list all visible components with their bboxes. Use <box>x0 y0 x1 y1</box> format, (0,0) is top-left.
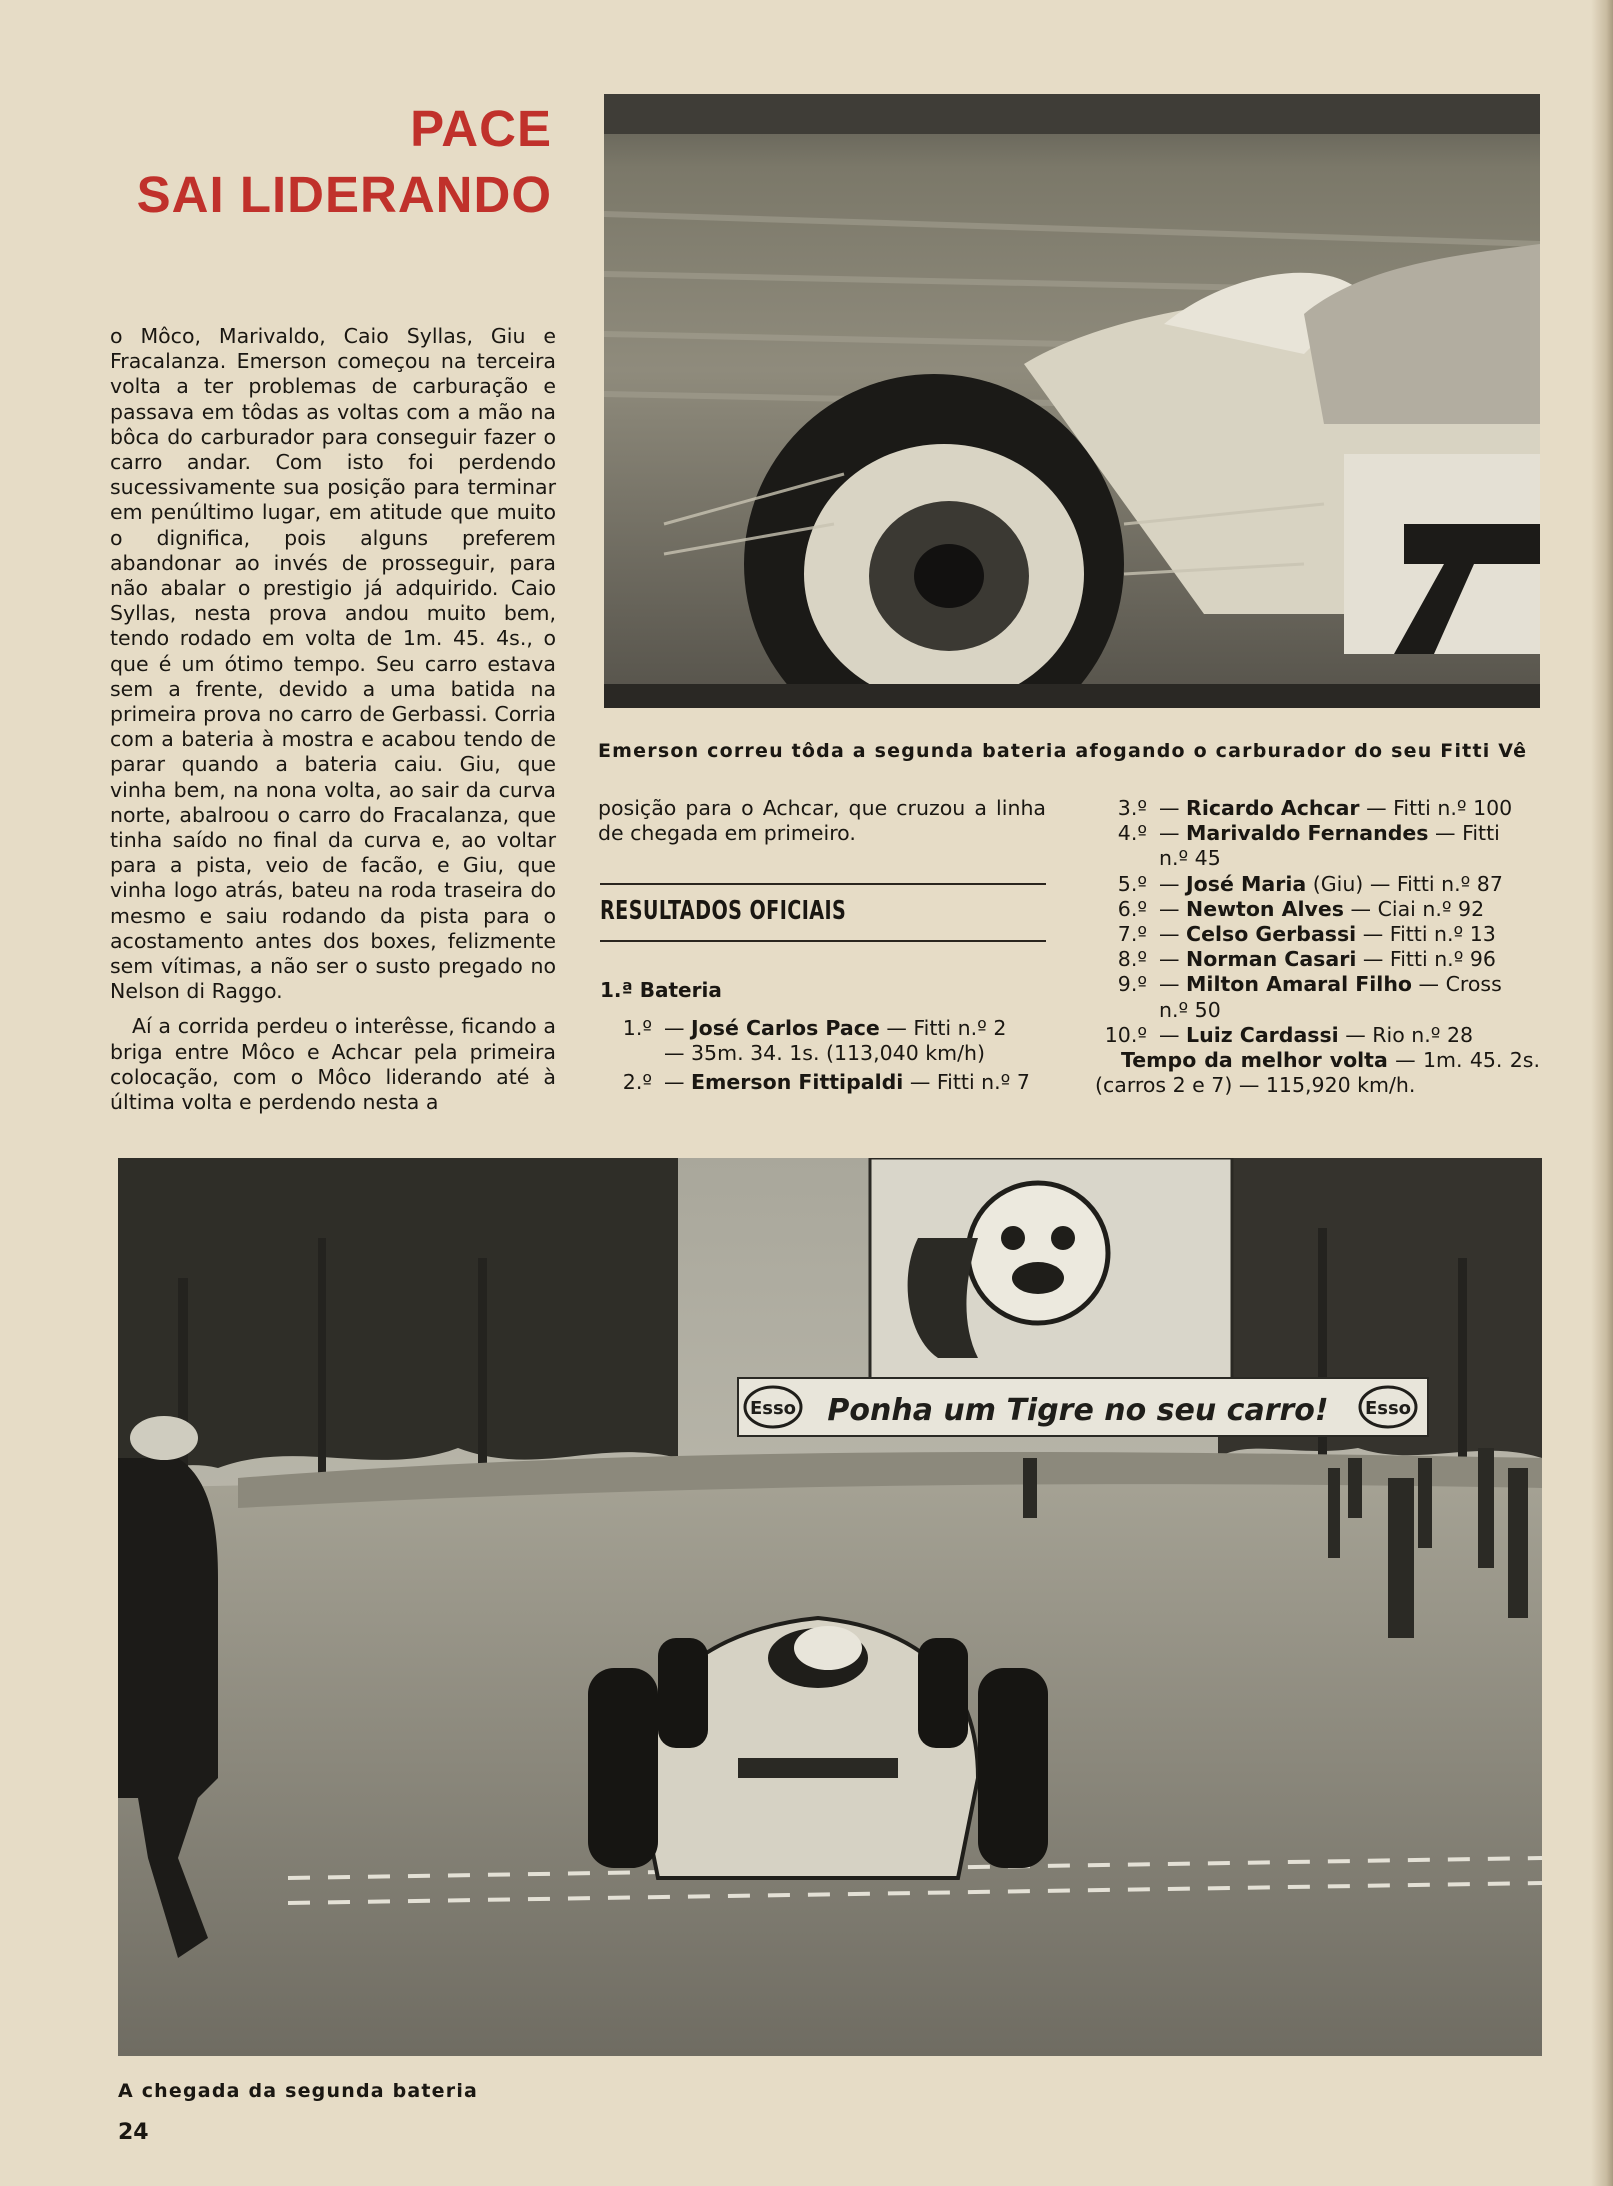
results-list-col3 <box>1095 796 1540 1048</box>
result-driver: Emerson Fittipaldi <box>691 1070 904 1095</box>
result-row <box>1095 872 1540 897</box>
result-driver: Celso Gerbassi <box>1186 922 1357 947</box>
result-dash: — <box>1159 821 1180 846</box>
result-position: 2.º <box>622 1070 652 1095</box>
result-driver: José Carlos Pace <box>691 1016 880 1040</box>
result-driver: Marivaldo Fernandes <box>1186 821 1429 846</box>
best-lap-label: Tempo da melhor volta <box>1121 1048 1388 1073</box>
result-car: — Ciai n.º 92 <box>1350 896 1485 921</box>
result-position: 9.º <box>1117 972 1147 997</box>
result-dash: — <box>1159 922 1180 947</box>
page-edge <box>1591 0 1613 2186</box>
best-lap-value: — 1m. 45. 2s. (carros 2 e 7) — 115,920 km/h. <box>1095 1048 1540 1098</box>
result-car: — Cross <box>1418 972 1502 997</box>
headline-line-2: SAI LIDERANDO <box>136 166 552 223</box>
article-column-2 <box>598 796 1046 846</box>
esso-logo-right: Esso <box>1364 1398 1412 1419</box>
result-position: 6.º <box>1117 896 1147 921</box>
result-driver: Newton Alves <box>1186 896 1345 921</box>
top-photo <box>604 94 1540 708</box>
results-column-2 <box>600 1016 1046 1096</box>
heat-heading: 1.ª Bateria <box>600 978 722 1002</box>
result-row <box>600 1016 1046 1066</box>
billboard-slogan: Ponha um Tigre no seu carro! <box>827 1393 1329 1428</box>
result-car: — Rio n.º 28 <box>1345 1022 1474 1047</box>
result-row <box>1095 1023 1540 1048</box>
result-car: — Fitti n.º 13 <box>1362 922 1496 947</box>
result-dash: — <box>1159 796 1180 820</box>
top-photo-caption: Emerson correu tôda a segunda bateria afogando o carburador do seu Fitti Vê <box>598 740 1528 762</box>
result-driver: Ricardo Achcar <box>1186 796 1360 820</box>
result-car: (Giu) — Fitti n.º 87 <box>1312 871 1503 896</box>
result-driver: Milton Amaral Filho <box>1186 972 1413 997</box>
results-bottom-rule <box>600 940 1046 942</box>
results-title: RESULTADOS OFICIAIS <box>600 896 847 926</box>
result-time: — 35m. 34. 1s. (113,040 km/h) <box>664 1041 986 1066</box>
result-dash: — <box>664 1070 685 1095</box>
result-car-continued: n.º 50 <box>1159 997 1221 1022</box>
result-row <box>1095 821 1540 871</box>
page-number: 24 <box>118 2120 149 2145</box>
article-paragraph: o Môco, Marivaldo, Caio Syllas, Giu e Fracalanza. Emerson começou na terceira volta a ter problemas de carburação e passava em tôdas as voltas com a mão na bôca do carburador para conseguir fazer o carro andar. Com isto foi perdendo sucessivamente sua posição para terminar em penúltimo lugar, em atitude que muito o dignifica, pois alguns preferem abandonar ao invés de prosseguir, para não abalar o prestigio já adquirido. Caio Syllas, nesta prova andou muito bem, tendo rodado em volta de 1m. 45. 4s., o que é um ótimo tempo. Seu carro estava sem a frente, devido a uma batida na primeira prova no carro de Gerbassi. Corria com a bateria à mostra e acabou tendo de parar quando a bateria caiu. Giu, que vinha bem, na nona volta, ao sair da curva norte, abalroou o carro do Fracalanza, que tinha saído no final da curva e, ao voltar para a pista, veio de facão, e Giu, que vinha logo atrás, bateu na roda traseira do mesmo e saiu rodando da pista para o acostamento antes dos boxes, felizmente sem vítimas, a não ser o susto pregado no Nelson di Raggo. <box>110 324 556 1004</box>
result-dash: — <box>1159 972 1180 997</box>
result-row <box>1095 972 1540 1022</box>
bottom-photo <box>118 1158 1542 2056</box>
result-dash: — <box>1159 896 1180 921</box>
article-paragraph: Aí a corrida perdeu o interêsse, ficando a briga entre Môco e Achcar pela primeira colocação, com o Môco liderando até à última volta e perdendo nesta a <box>110 1014 556 1115</box>
result-car: — Fitti n.º 2 <box>886 1016 1007 1040</box>
esso-logo-left: Esso <box>749 1398 797 1419</box>
bottom-photo-caption: A chegada da segunda bateria <box>118 2080 479 2102</box>
result-car: — Fitti <box>1435 821 1500 846</box>
result-car: — Fitti n.º 7 <box>909 1070 1030 1095</box>
result-dash: — <box>1159 1022 1180 1047</box>
article-column-1 <box>110 324 556 1115</box>
result-position: 10.º <box>1104 1022 1147 1047</box>
result-position: 8.º <box>1117 947 1147 972</box>
result-car: — Fitti n.º 96 <box>1362 947 1496 972</box>
result-row <box>1095 796 1540 821</box>
result-dash: — <box>1159 871 1180 896</box>
race-finish-image <box>118 1158 1542 2056</box>
results-top-rule <box>600 883 1046 885</box>
article-paragraph: posição para o Achcar, que cruzou a linha de chegada em primeiro. <box>598 796 1046 846</box>
race-car-closeup-image <box>604 94 1540 708</box>
result-car: — Fitti n.º 100 <box>1366 796 1513 820</box>
results-list-col2 <box>600 1016 1046 1096</box>
result-dash: — <box>1159 947 1180 972</box>
result-driver: Norman Casari <box>1186 947 1357 972</box>
result-car-continued: n.º 45 <box>1159 846 1221 871</box>
best-lap <box>1095 1048 1540 1098</box>
headline-line-1: PACE <box>410 100 552 157</box>
result-driver: José Maria <box>1186 871 1307 896</box>
result-dash: — <box>664 1016 685 1040</box>
result-row <box>600 1070 1046 1095</box>
result-row <box>1095 947 1540 972</box>
result-driver: Luiz Cardassi <box>1186 1022 1339 1047</box>
headline <box>110 96 552 228</box>
result-position: 3.º <box>1117 796 1147 820</box>
result-position: 4.º <box>1117 821 1147 846</box>
result-position: 7.º <box>1117 922 1147 947</box>
result-position: 5.º <box>1117 871 1147 896</box>
result-row <box>1095 922 1540 947</box>
results-column-3 <box>1095 796 1540 1098</box>
result-position: 1.º <box>622 1016 652 1040</box>
result-row <box>1095 897 1540 922</box>
